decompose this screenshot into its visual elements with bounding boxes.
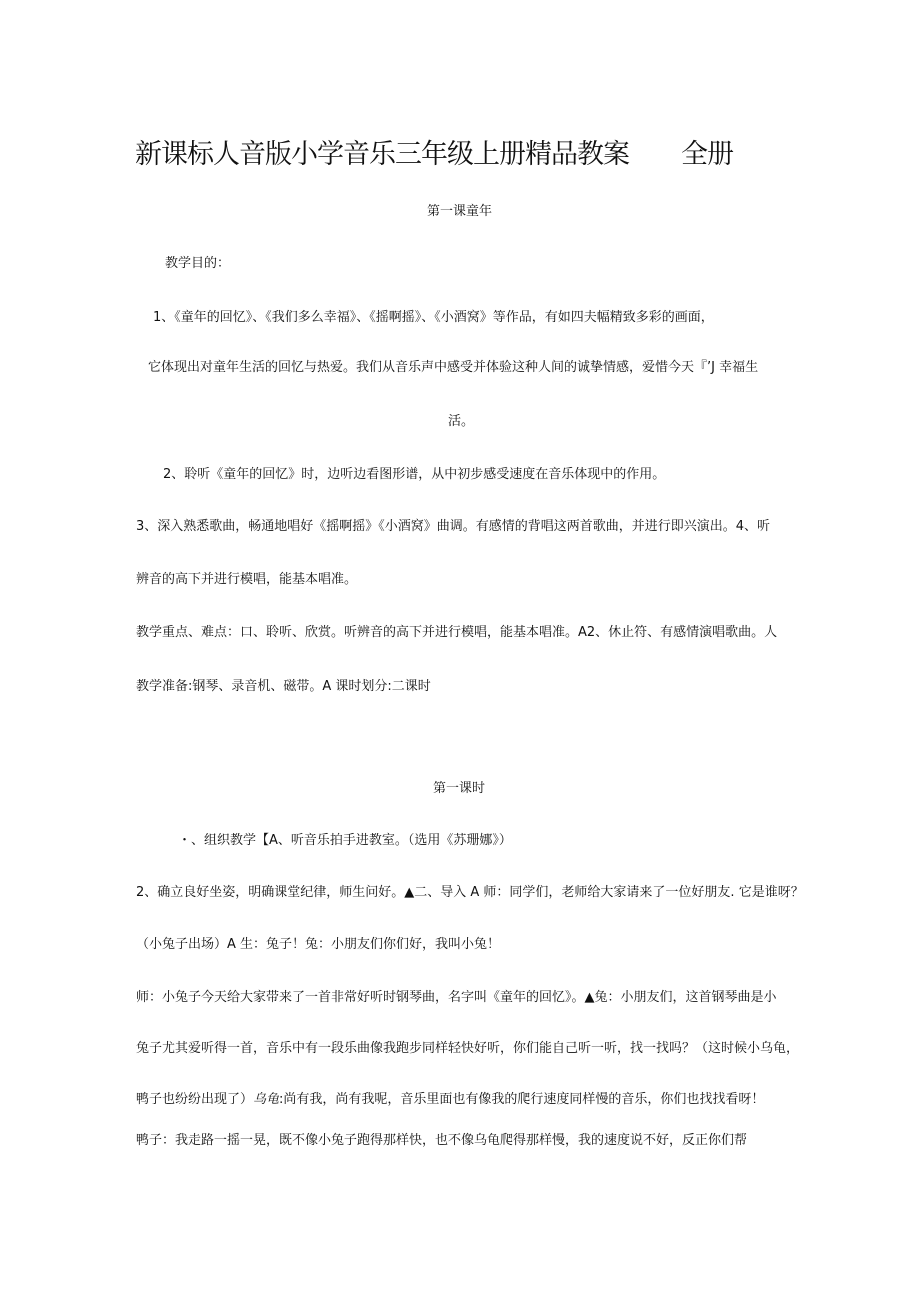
- paragraph-line: [136, 1092, 764, 1108]
- paragraph-line: 2、聆听《童年的回忆》时，边听边看图形谱，从中初步感受速度在音乐体现中的作用。: [163, 467, 666, 482]
- paragraph-line: 师：小兔子今天给大家带来了一首非常好听时钢琴曲，名字叫《童年的回忆》。▲兔：小朋友们，这首钢琴曲是小: [136, 990, 777, 1005]
- paragraph-line: 1、《童年的回忆》、《我们多么幸福》、《摇啊摇》、《小酒窝》等作品，有如四夫幅精致多彩的画面，: [153, 310, 714, 325]
- paragraph-line: （小兔子出场）A 生：兔子！兔：小朋友们你们好，我叫小兔！: [136, 937, 501, 952]
- paragraph-line: 辨音的高下并进行模唱，能基本唱准。: [136, 572, 358, 587]
- paragraph-line: 教学准备:钢琴、录音机、磁带。A 课时划分:二课时: [136, 679, 431, 694]
- objectives-label: 教学目的：: [165, 256, 231, 271]
- lesson-heading: 第一课童年: [427, 204, 493, 219]
- text-span: :尚有我，尚有我呢，音乐里面也有像我的爬行速度同样慢的音乐，你们也找找看呀！: [279, 1092, 765, 1107]
- paragraph-line: 2、确立良好坐姿，明确课堂纪律，师生问好。▲二、导入 A 师：同学们，老师给大家请来了一位好朋友. 它是谁呀？: [136, 885, 804, 900]
- title-suffix: 全册: [681, 139, 733, 170]
- paragraph-line: 活。: [448, 414, 475, 429]
- text-span: 鸭子也纷纷出现了）: [136, 1092, 254, 1107]
- paragraph-line: 教学重点、难点：口、聆听、欣赏。听辨音的高下并进行模唱，能基本唱准。A2、休止符、有感情演唱歌曲。人: [136, 625, 778, 640]
- paragraph-line: 3、深入熟悉歌曲，畅通地唱好《摇啊摇》《小酒窝》曲调。有感情的背唱这两首歌曲，并进行即兴演出。4、听: [136, 519, 771, 534]
- title-main: 新课标人音版小学音乐三年级上册精品教案: [135, 139, 629, 170]
- italic-span: 乌龟: [253, 1092, 280, 1107]
- paragraph-line: ・、组织教学【A、听音乐拍手进教室。（选用《苏珊娜》）: [178, 833, 512, 848]
- paragraph-line: 鸭子：我走路一摇一晃，既不像小兔子跑得那样快，也不像乌龟爬得那样慢，我的速度说不好，反正你们帮: [136, 1133, 748, 1148]
- paragraph-line: 兔子尤其爱听得一首，音乐中有一段乐曲像我跑步同样轻快好听，你们能自己听一听，找一找吗？（这时候小乌龟，: [136, 1041, 800, 1056]
- period-heading: 第一课时: [433, 781, 486, 796]
- document-title: [135, 138, 733, 172]
- paragraph-line: 它体现出对童年生活的回忆与热爱。我们从音乐声中感受并体验这种人间的诚挚情感，爱惜今天『’J 幸福生: [148, 360, 759, 375]
